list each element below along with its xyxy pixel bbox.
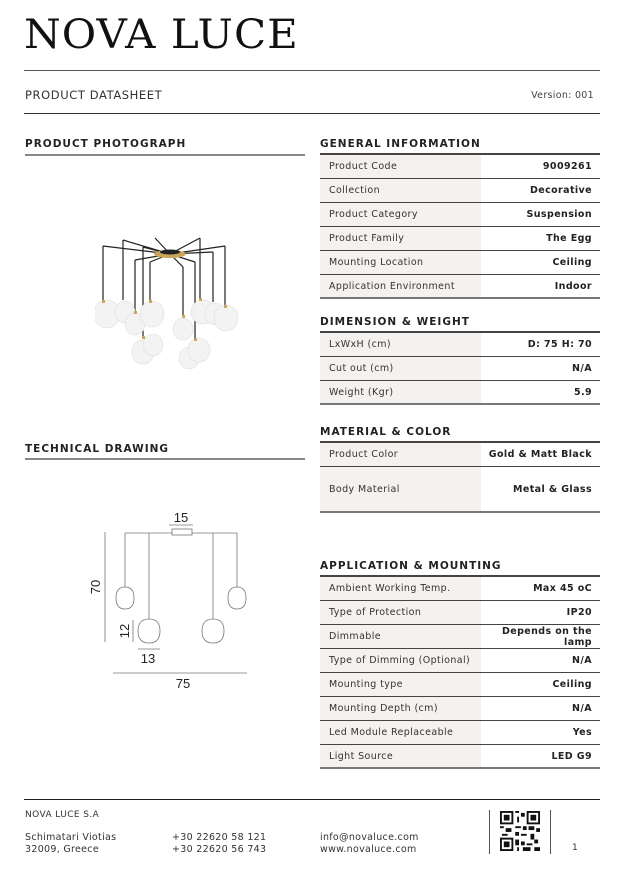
footer-separator (550, 810, 551, 854)
header-divider-bottom (24, 113, 600, 114)
table-row (320, 625, 600, 649)
section-divider (25, 458, 305, 460)
company-address (25, 832, 116, 855)
table-row (320, 227, 600, 251)
row-value: N/A (572, 363, 592, 374)
row-label: Mounting Location (320, 251, 481, 274)
table-row (320, 155, 600, 179)
document-title: PRODUCT DATASHEET (25, 88, 163, 102)
table-row (320, 381, 600, 405)
row-label: Product Family (320, 227, 481, 250)
row-value: N/A (572, 703, 592, 714)
row-label: Mounting type (320, 673, 481, 696)
table-row (320, 357, 600, 381)
dimension-total-width: 75 (175, 676, 191, 691)
row-label: Body Material (320, 467, 481, 511)
footer-divider (24, 799, 600, 800)
product-photograph-heading: PRODUCT PHOTOGRAPH (25, 138, 187, 150)
company-phones (172, 832, 266, 855)
table-row (320, 601, 600, 625)
row-label: Weight (Kgr) (320, 381, 481, 403)
table-row (320, 673, 600, 697)
version-label: Version: 001 (531, 90, 594, 101)
application-mounting-heading: APPLICATION & MOUNTING (320, 560, 502, 572)
general-information-heading: GENERAL INFORMATION (320, 138, 481, 150)
material-color-heading: MATERIAL & COLOR (320, 426, 452, 438)
row-value: Ceiling (552, 679, 592, 690)
row-label: Cut out (cm) (320, 357, 481, 380)
row-value: Yes (572, 727, 592, 738)
table-row (320, 577, 600, 601)
website-link[interactable]: www.novaluce.com (320, 843, 417, 855)
product-photo (95, 232, 245, 372)
general-information-table (320, 137, 600, 299)
row-value: Suspension (526, 209, 592, 220)
address-line-1: Schimatari Viotias (25, 832, 117, 843)
table-row (320, 697, 600, 721)
table-row (320, 745, 600, 769)
row-value: Metal & Glass (513, 483, 592, 495)
row-value: Indoor (554, 280, 592, 292)
section-divider (25, 154, 305, 156)
row-label: Collection (320, 179, 481, 202)
row-label: Light Source (320, 745, 481, 767)
row-label: Dimmable (320, 625, 481, 648)
row-label: Product Color (320, 443, 481, 466)
table-row (320, 251, 600, 275)
technical-drawing (80, 500, 260, 700)
table-row (320, 179, 600, 203)
table-row (320, 467, 600, 513)
row-label: Product Category (320, 203, 481, 226)
row-label: Mounting Depth (cm) (320, 697, 481, 720)
dimension-weight-table (320, 315, 600, 405)
table-row (320, 275, 600, 299)
application-mounting-table (320, 559, 600, 769)
row-value: Gold & Matt Black (488, 449, 592, 460)
row-value: The Egg (546, 233, 592, 244)
row-label: Application Environment (320, 275, 481, 297)
dimension-shade-height: 12 (117, 623, 132, 639)
material-color-table (320, 425, 600, 513)
dimension-height: 70 (88, 579, 103, 595)
header-divider (24, 70, 600, 71)
row-label: Led Module Replaceable (320, 721, 481, 744)
dimension-shade-width: 13 (140, 651, 156, 666)
row-label: Ambient Working Temp. (320, 577, 481, 600)
company-name: NOVA LUCE S.A (25, 810, 100, 820)
brand-logo: NOVA LUCE (24, 12, 299, 58)
row-value: D: 75 H: 70 (527, 339, 592, 350)
table-row (320, 333, 600, 357)
page-number: 1 (572, 843, 578, 853)
row-value: Decorative (529, 185, 592, 196)
row-value: 9009261 (542, 161, 592, 172)
row-value: LED G9 (551, 750, 592, 762)
row-label: Type of Protection (320, 601, 481, 624)
row-value: N/A (572, 655, 592, 666)
email-link[interactable]: info@novaluce.com (320, 832, 419, 843)
qr-code-icon (500, 811, 540, 851)
phone-2: +30 22620 56 743 (172, 843, 267, 855)
row-value: Ceiling (552, 257, 592, 268)
dimension-weight-heading: DIMENSION & WEIGHT (320, 316, 470, 328)
table-row (320, 203, 600, 227)
row-label: Type of Dimming (Optional) (320, 649, 481, 672)
footer-separator (489, 810, 490, 854)
address-line-2: 32009, Greece (25, 843, 99, 855)
row-value: 5.9 (573, 386, 592, 398)
row-value: IP20 (566, 607, 592, 618)
row-value: Depends on the lamp (501, 625, 592, 648)
table-row (320, 649, 600, 673)
row-value: Max 45 oC (533, 583, 592, 594)
phone-1: +30 22620 58 121 (172, 832, 267, 843)
company-contact (320, 832, 419, 855)
dimension-canopy: 15 (173, 510, 189, 525)
row-label: LxWxH (cm) (320, 333, 481, 356)
table-row (320, 721, 600, 745)
table-row (320, 443, 600, 467)
row-label: Product Code (320, 155, 481, 178)
technical-drawing-heading: TECHNICAL DRAWING (25, 443, 170, 455)
